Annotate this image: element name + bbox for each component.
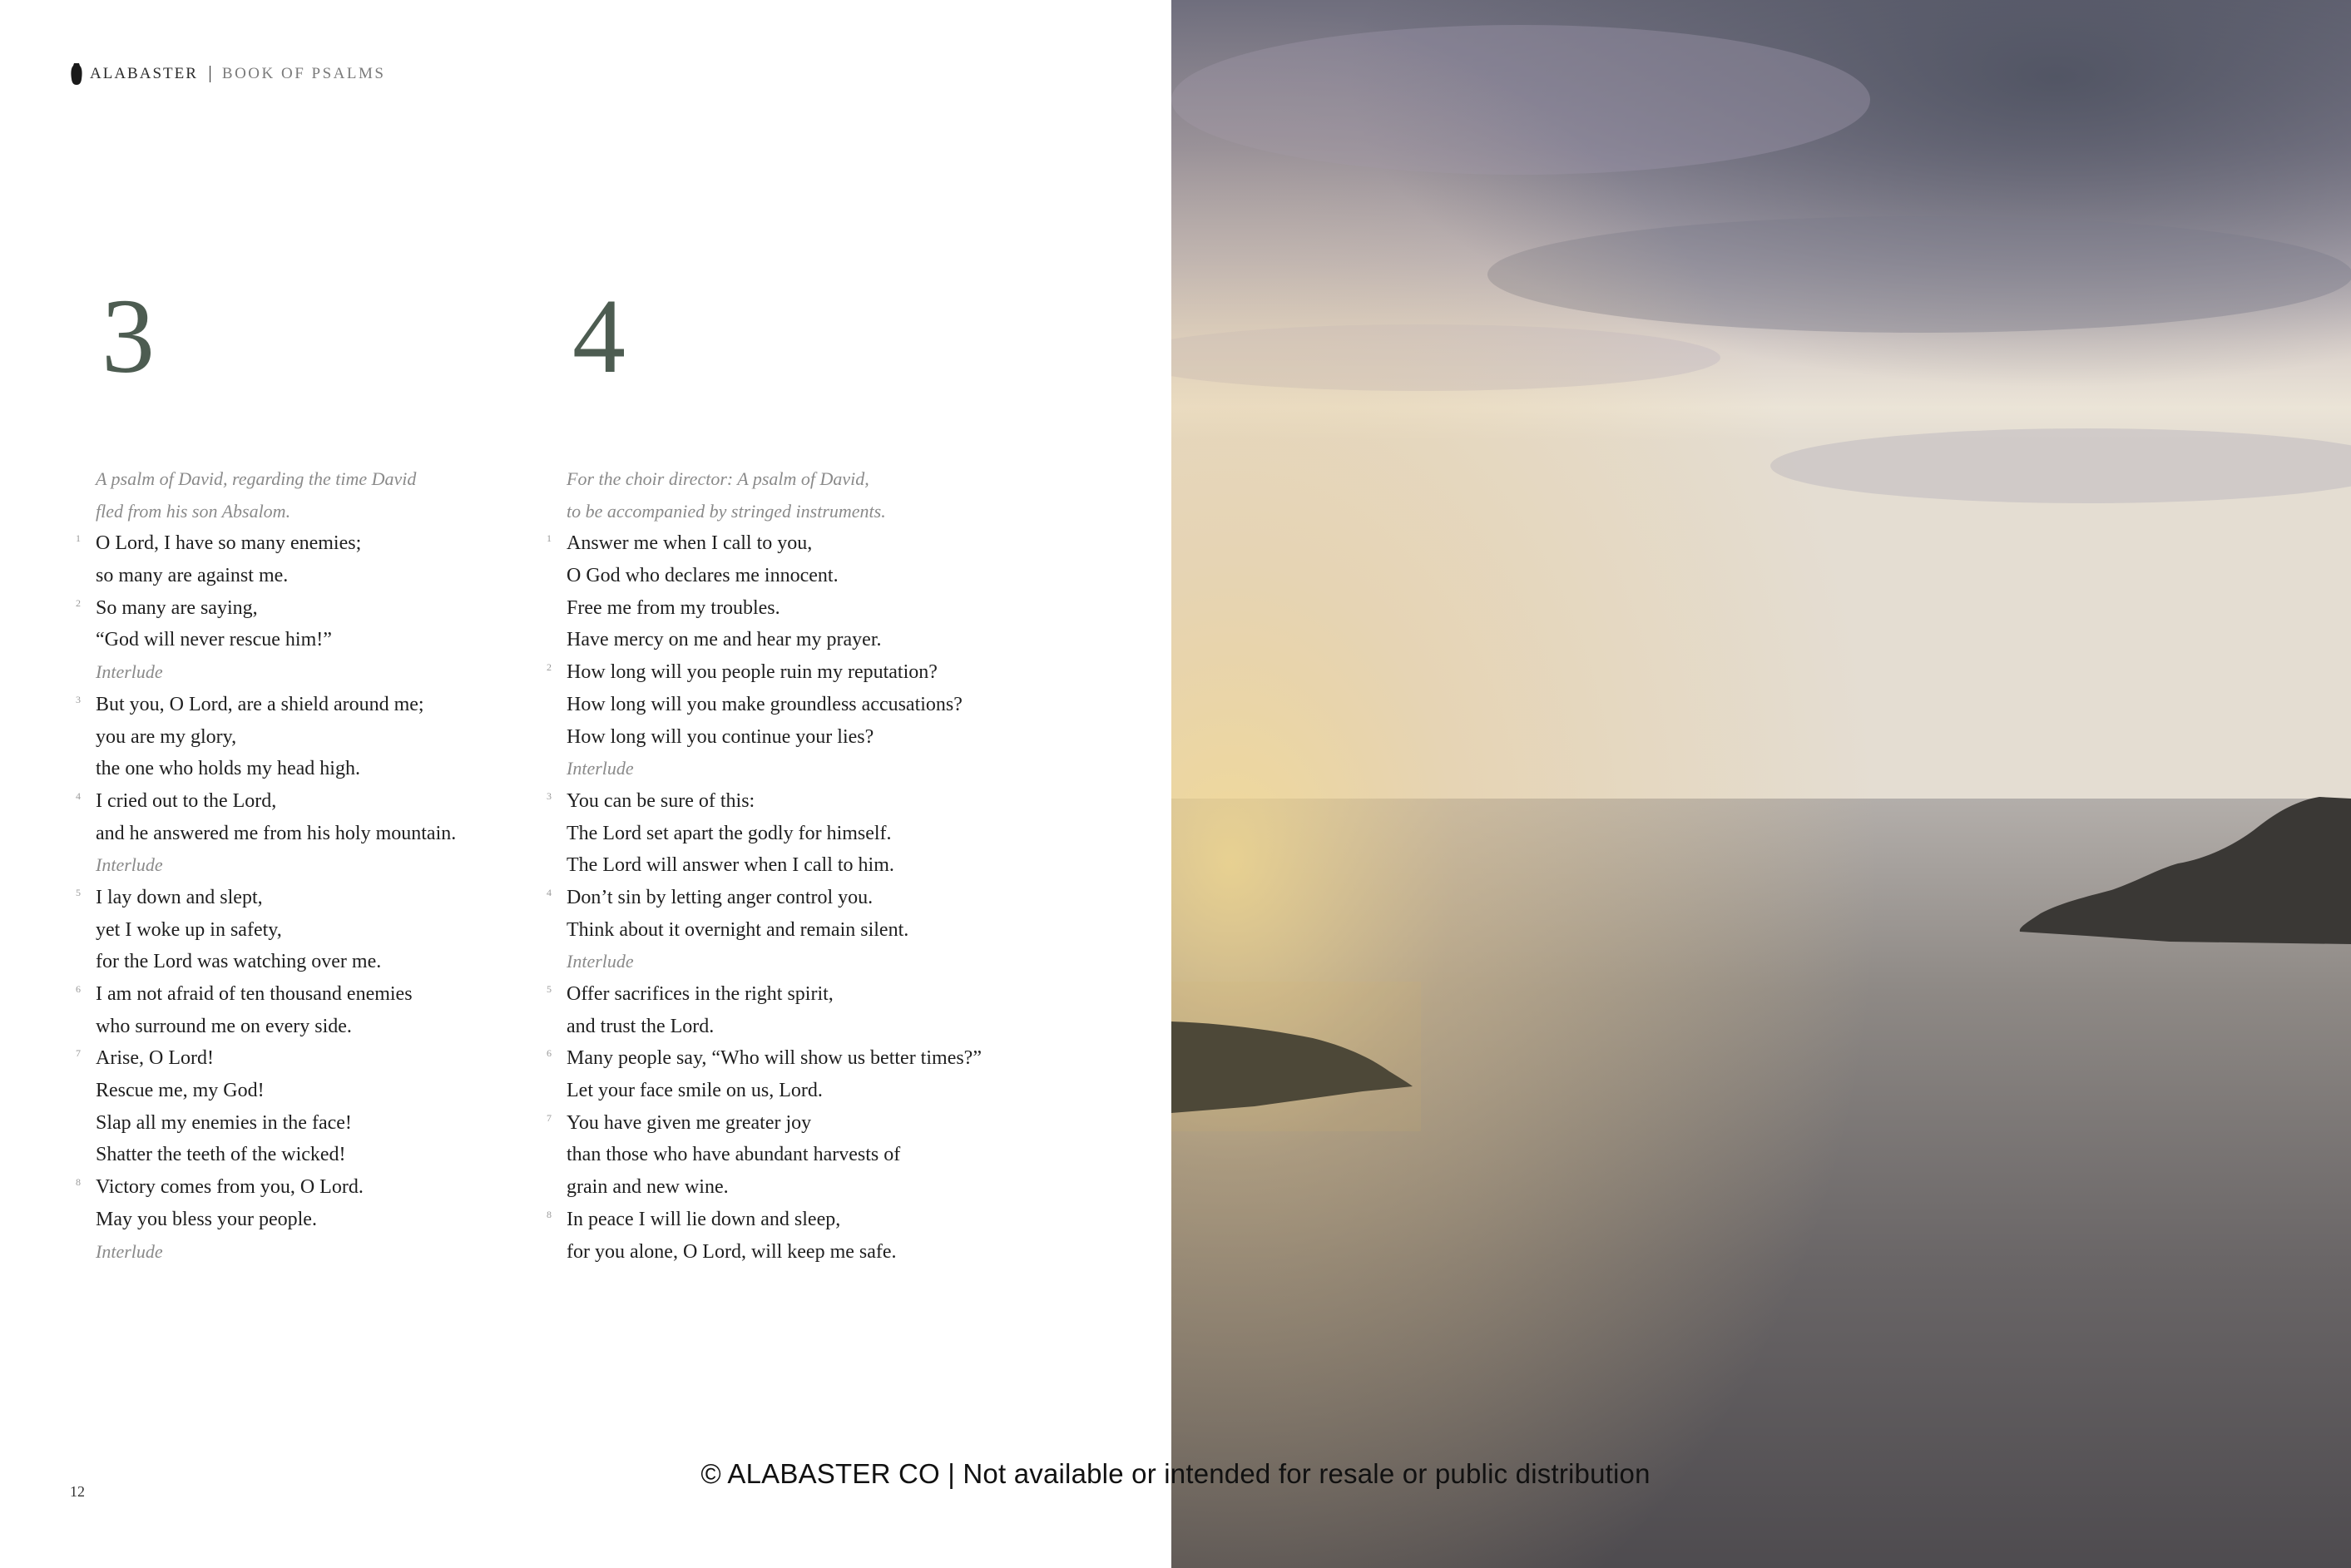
verse-number: 7 <box>547 1111 552 1124</box>
verse-line <box>471 849 1053 882</box>
verse-text: Slap all my enemies in the face! <box>96 1111 352 1134</box>
verse-text: I cried out to the Lord, <box>96 789 277 812</box>
psalm-4-text <box>471 463 1053 1268</box>
verse-text: You have given me greater joy <box>567 1111 812 1134</box>
verse-line <box>471 882 1053 914</box>
verse-text: Have mercy on me and hear my prayer. <box>567 629 882 651</box>
verse-text: grain and new wine. <box>567 1176 729 1199</box>
verse-line <box>471 1107 1053 1140</box>
verse-text: Interlude <box>567 758 634 779</box>
verse-text: Interlude <box>96 1240 163 1262</box>
verse-text: yet I woke up in safety, <box>96 918 282 941</box>
verse-line <box>471 946 1053 978</box>
verse-text: How long will you people ruin my reputation? <box>567 661 938 684</box>
verse-line <box>471 978 1053 1011</box>
verse-text: Answer me when I call to you, <box>567 532 813 555</box>
book-title: BOOK OF PSALMS <box>221 65 386 82</box>
verse-text: so many are against me. <box>96 565 289 587</box>
verse-line <box>471 721 1053 754</box>
verse-text: Let your face smile on us, Lord. <box>567 1080 823 1102</box>
verse-line <box>471 463 1053 496</box>
verse-number: 5 <box>547 983 552 995</box>
verse-line <box>471 624 1053 656</box>
verse-text: I am not afraid of ten thousand enemies <box>96 983 413 1005</box>
verse-line <box>471 753 1053 785</box>
verse-text: fled from his son Absalom. <box>96 500 291 522</box>
verse-line <box>471 560 1053 592</box>
left-page <box>0 0 1171 1568</box>
verse-number: 3 <box>547 789 552 802</box>
verse-text: for the Lord was watching over me. <box>96 951 382 973</box>
verse-number: 8 <box>76 1176 81 1189</box>
verse-text: The Lord will answer when I call to him. <box>567 854 894 877</box>
verse-text: to be accompanied by stringed instruments. <box>567 500 886 522</box>
page-number: 12 <box>70 1483 85 1500</box>
verse-line <box>471 785 1053 818</box>
brand-name: ALABASTER <box>90 65 198 82</box>
psalm-3-number: 3 <box>101 277 155 395</box>
verse-number: 1 <box>76 532 81 545</box>
running-header <box>70 62 385 87</box>
psalm-4-number: 4 <box>572 277 626 395</box>
verse-line <box>471 1139 1053 1171</box>
verse-line <box>471 1042 1053 1075</box>
verse-number: 7 <box>76 1047 81 1060</box>
verse-line <box>471 1011 1053 1043</box>
verse-number: 8 <box>547 1208 552 1220</box>
verse-text: How long will you continue your lies? <box>567 725 874 748</box>
verse-text: Offer sacrifices in the right spirit, <box>567 983 834 1005</box>
verse-line <box>471 496 1053 528</box>
verse-number: 1 <box>547 532 552 545</box>
verse-text: who surround me on every side. <box>96 1015 352 1037</box>
verse-line <box>471 592 1053 625</box>
verse-text: “God will never rescue him!” <box>96 629 332 651</box>
verse-text: for you alone, O Lord, will keep me safe. <box>567 1240 897 1263</box>
verse-text: Rescue me, my God! <box>96 1080 265 1102</box>
verse-text: How long will you make groundless accusations? <box>567 693 963 715</box>
verse-number: 4 <box>547 886 552 898</box>
verse-text: Shatter the teeth of the wicked! <box>96 1144 346 1166</box>
verse-number: 2 <box>547 661 552 674</box>
verse-text: Arise, O Lord! <box>96 1047 214 1070</box>
verse-text: I lay down and slept, <box>96 886 263 908</box>
verse-line <box>471 656 1053 689</box>
verse-text: A psalm of David, regarding the time David <box>96 468 417 489</box>
verse-text: The Lord set apart the godly for himself. <box>567 822 892 844</box>
verse-text: May you bless your people. <box>96 1208 317 1230</box>
verse-text: Interlude <box>96 661 163 683</box>
verse-text: Think about it overnight and remain silent. <box>567 918 909 941</box>
verse-text: But you, O Lord, are a shield around me; <box>96 693 424 715</box>
verse-text: the one who holds my head high. <box>96 758 360 780</box>
verse-line <box>471 914 1053 947</box>
verse-text: For the choir director: A psalm of David, <box>567 468 869 489</box>
verse-text: O God who declares me innocent. <box>567 565 839 587</box>
verse-number: 6 <box>76 983 81 995</box>
verse-text: than those who have abundant harvests of <box>567 1144 901 1166</box>
verse-text: and he answered me from his holy mountain. <box>96 822 457 844</box>
alabaster-jar-icon <box>70 62 83 86</box>
verse-number: 6 <box>547 1047 552 1060</box>
copyright-watermark: © ALABASTER CO | Not available or intended for resale or public distribution <box>700 1458 1651 1489</box>
verse-text: Victory comes from you, O Lord. <box>96 1176 364 1199</box>
verse-number: 2 <box>76 596 81 609</box>
verse-text: Interlude <box>96 854 163 876</box>
verse-text: you are my glory, <box>96 725 237 748</box>
verse-line <box>471 1236 1053 1269</box>
verse-text: So many are saying, <box>96 596 258 619</box>
verse-text: In peace I will lie down and sleep, <box>567 1208 841 1230</box>
verse-text: Interlude <box>567 951 634 972</box>
verse-text: Don’t sin by letting anger control you. <box>567 886 874 908</box>
verse-number: 5 <box>76 886 81 898</box>
verse-line <box>471 1171 1053 1204</box>
verse-text: Free me from my troubles. <box>567 596 780 619</box>
seascape-photo <box>1171 0 2351 1568</box>
verse-text: You can be sure of this: <box>567 789 755 812</box>
verse-line <box>471 527 1053 560</box>
verse-number: 3 <box>76 693 81 705</box>
verse-line <box>471 818 1053 850</box>
verse-line <box>471 1204 1053 1236</box>
verse-line <box>471 689 1053 721</box>
verse-number: 4 <box>76 789 81 802</box>
verse-text: and trust the Lord. <box>567 1015 715 1037</box>
verse-text: O Lord, I have so many enemies; <box>96 532 362 555</box>
verse-text: Many people say, “Who will show us better times?” <box>567 1047 982 1070</box>
verse-line <box>471 1075 1053 1107</box>
